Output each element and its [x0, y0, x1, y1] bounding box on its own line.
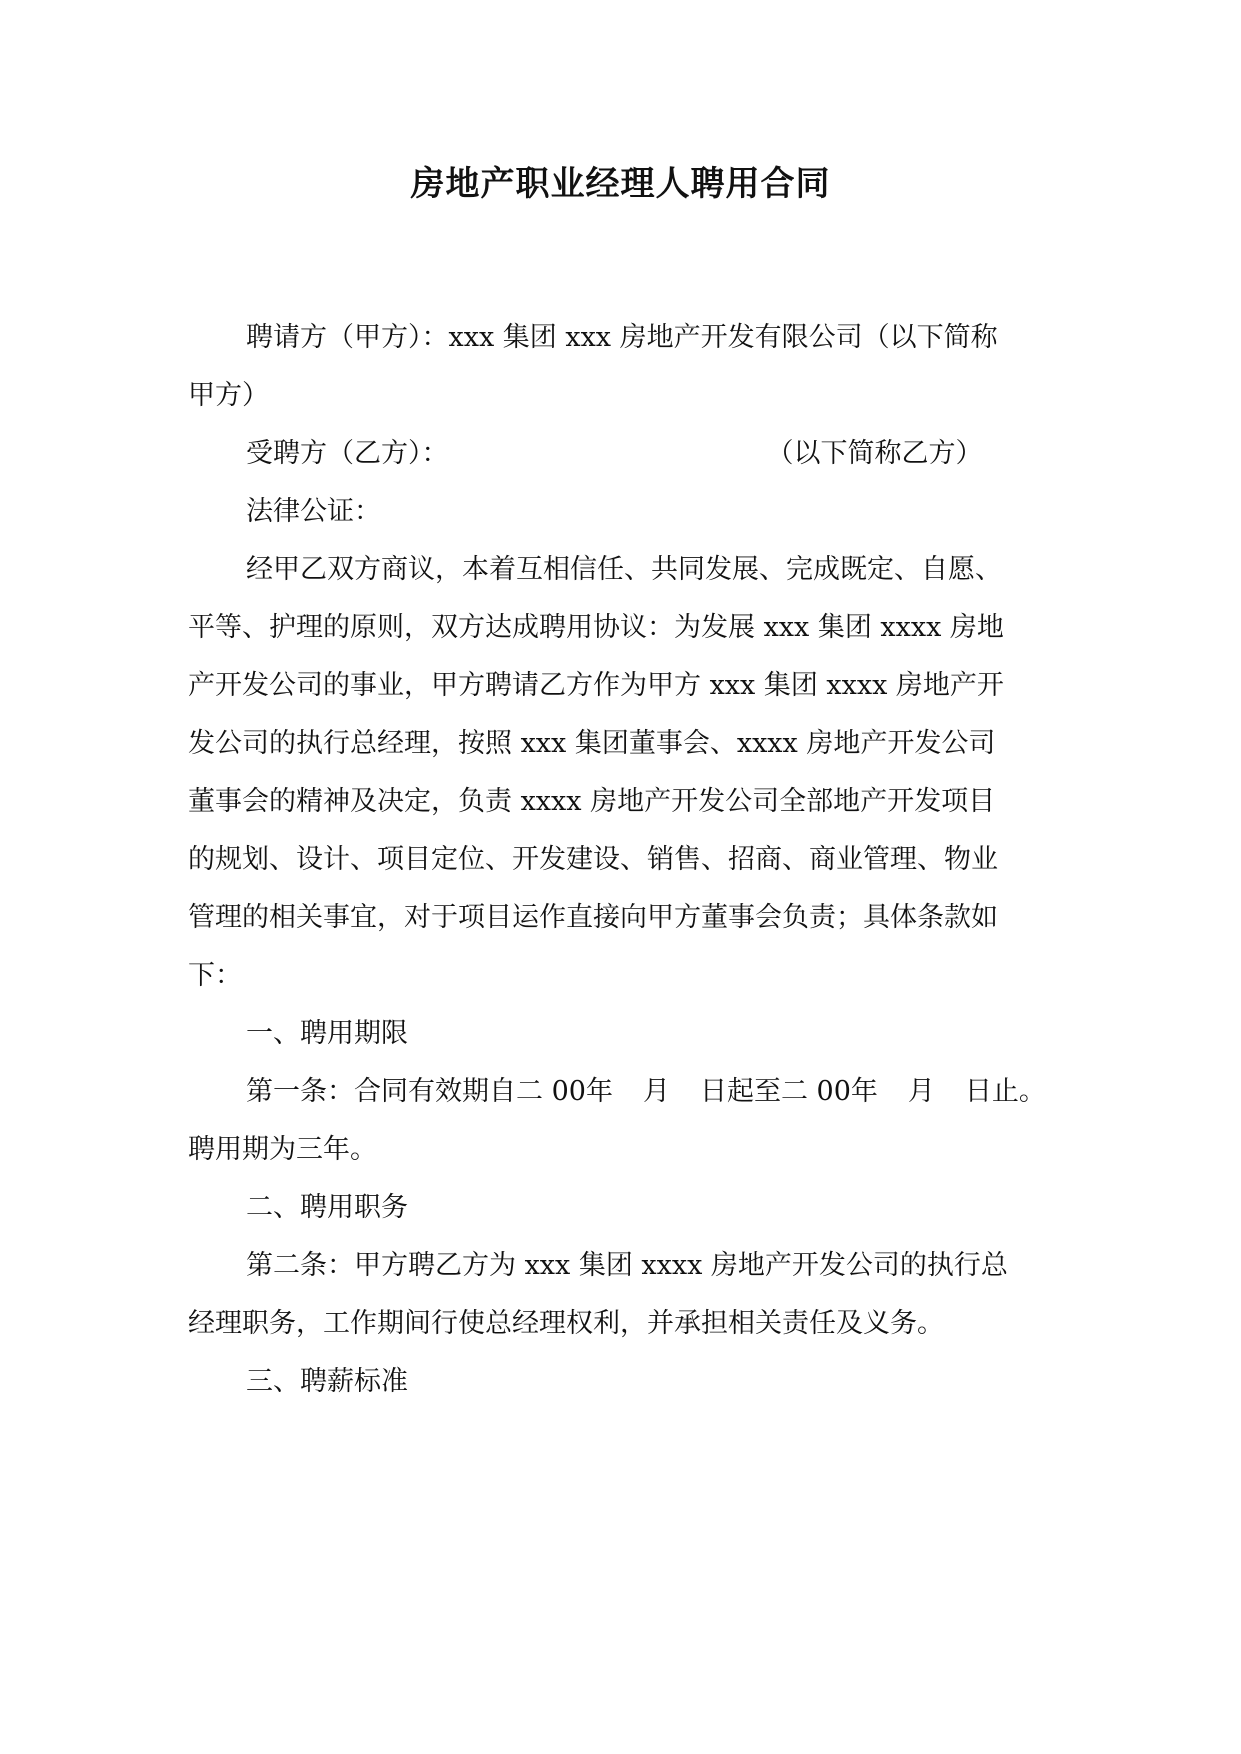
- preamble-line: 经甲乙双方商议，本着互相信任、共同发展、完成既定、自愿、: [246, 554, 1002, 585]
- preamble-line: 下：: [188, 960, 242, 991]
- preamble-line: 的规划、设计、项目定位、开发建设、销售、招商、商业管理、物业: [188, 844, 998, 875]
- preamble-line: 董事会的精神及决定，负责 xxxx 房地产开发公司全部地产开发项目: [188, 786, 996, 817]
- preamble-line: 管理的相关事宜，对于项目运作直接向甲方董事会负责；具体条款如: [188, 902, 998, 933]
- party-b-line: [246, 435, 1068, 473]
- preamble-line: 平等、护理的原则，双方达成聘用协议：为发展 xxx 集团 xxxx 房地: [188, 612, 1004, 643]
- article-2-line-cont: 经理职务，工作期间行使总经理权利，并承担相关责任及义务。: [188, 1308, 944, 1339]
- article-1-line: [246, 1073, 1068, 1111]
- party-a-line-cont: 甲方）: [188, 380, 269, 411]
- section-heading-salary: 三、聘薪标准: [246, 1366, 408, 1397]
- article-1-part3: 日止。: [964, 1076, 1046, 1107]
- article-1-month1: 月: [642, 1076, 670, 1107]
- section-heading-term: 一、聘用期限: [246, 1018, 408, 1049]
- document-title: 房地产职业经理人聘用合同: [410, 164, 831, 204]
- preamble-line: 发公司的执行总经理，按照 xxx 集团董事会、xxxx 房地产开发公司: [188, 728, 996, 759]
- article-2-line: 第二条：甲方聘乙方为 xxx 集团 xxxx 房地产开发公司的执行总: [246, 1250, 1008, 1281]
- article-1-line-cont: 聘用期为三年。: [188, 1134, 377, 1165]
- article-1-part1: 第一条：合同有效期自二 00年: [246, 1076, 613, 1107]
- notary-label: 法律公证：: [246, 496, 381, 527]
- preamble-line: 产开发公司的事业，甲方聘请乙方作为甲方 xxx 集团 xxxx 房地产开: [188, 670, 1004, 701]
- party-b-suffix: （以下简称乙方）: [766, 438, 983, 469]
- party-a-line: 聘请方（甲方）：xxx 集团 xxx 房地产开发有限公司（以下简称: [246, 322, 998, 353]
- party-b-label: 受聘方（乙方）：: [246, 438, 449, 469]
- article-1-part2: 日起至二 00年: [699, 1076, 878, 1107]
- section-heading-position: 二、聘用职务: [246, 1192, 408, 1223]
- article-1-month2: 月: [907, 1076, 935, 1107]
